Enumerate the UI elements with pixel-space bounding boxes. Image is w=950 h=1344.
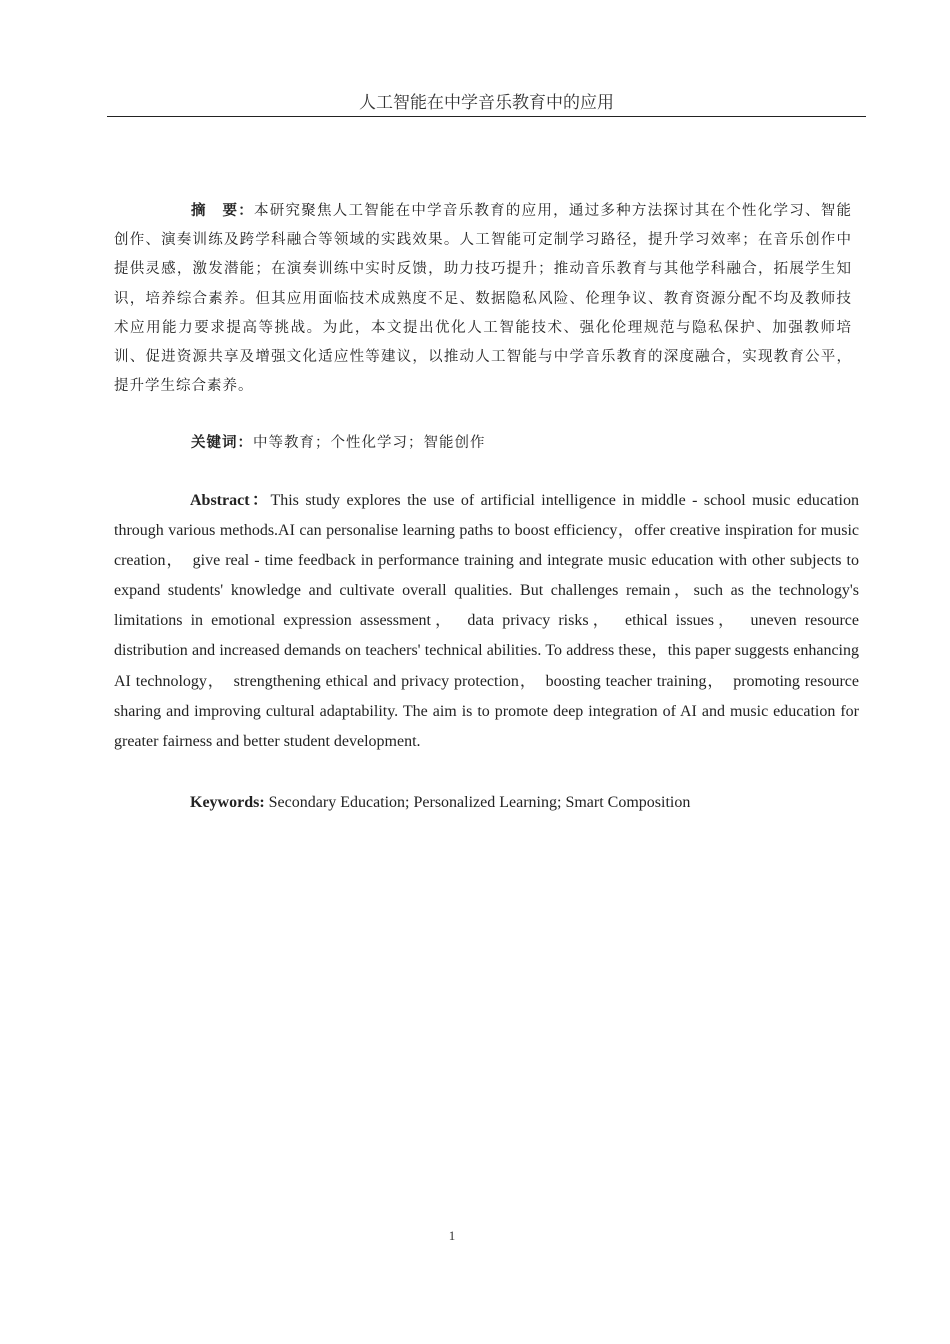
english-abstract bbox=[114, 486, 859, 757]
chinese-abstract bbox=[114, 196, 852, 401]
english-keywords bbox=[114, 788, 859, 818]
running-title: 人工智能在中学音乐教育中的应用 bbox=[359, 93, 614, 113]
chinese-abstract-text: 本研究聚焦人工智能在中学音乐教育的应用，通过多种方法探讨其在个性化学习、智能创作、演奏训练及跨学科融合等领域的实践效果。人工智能可定制学习路径，提升学习效率；在音乐创作中提供灵感，激发潜能；在演奏训练中实时反馈，助力技巧提升；推动音乐教育与其他学科融合，拓展学生知识，培养综合素养。但其应用面临技术成熟度不足、数据隐私风险、伦理争议、教育资源分配不均及教师技术应用能力要求提高等挑战。为此，本文提出优化人工智能技术、强化伦理规范与隐私保护、加强教师培训、促进资源共享及增强文化适应性等建议，以推动人工智能与中学音乐教育的深度融合，实现教育公平，提升学生综合素养。 bbox=[114, 203, 853, 395]
chinese-keywords-label: 关键词： bbox=[191, 434, 253, 451]
english-abstract-text: This study explores the use of artificial intelligence in middle - school music education through various methods.AI can personalise learning paths to boost efficiency，offer creative inspiration for music creation， give real - time feedback in performance training and integrate music education with other subjects to expand students' knowledge and cultivate overall qualities. But challenges remain，such as the technology's limitations in emotional expression assessment， data privacy risks， ethical issues， uneven resource distribution and increased demands on teachers' technical abilities. To address these，this paper suggests enhancing AI technology， strengthening ethical and privacy protection， boosting teacher training， promoting resource sharing and improving cultural adaptability. The aim is to promote deep integration of AI and music education for greater fairness and better student development. bbox=[114, 492, 859, 750]
page-header bbox=[107, 92, 866, 117]
english-keywords-label: Keywords: bbox=[190, 794, 265, 811]
page-number: 1 bbox=[448, 1228, 456, 1243]
chinese-keywords-text: 中等教育；个性化学习；智能创作 bbox=[253, 435, 486, 451]
english-abstract-label: Abstract： bbox=[190, 492, 271, 509]
chinese-keywords bbox=[114, 428, 852, 458]
chinese-abstract-label: 摘 要： bbox=[191, 202, 254, 219]
english-keywords-text: Secondary Education; Personalized Learning; Smart Composition bbox=[264, 794, 691, 811]
